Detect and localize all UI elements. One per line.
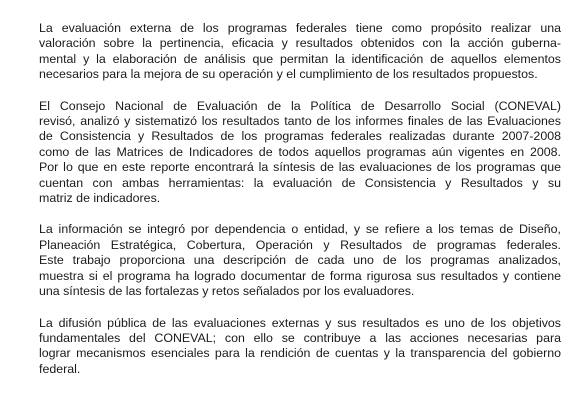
text-line: Planeación Estratégica, Cobertura, Operación y Resultados de programas federales. bbox=[39, 237, 561, 252]
paragraph-dissemination bbox=[39, 316, 561, 378]
text-line: El Consejo Nacional de Evaluación de la Política de Desarrollo Social (CONEVAL) bbox=[39, 98, 561, 113]
text-line: Por lo que en este reporte encontrará la síntesis de las evaluaciones de los programas que bbox=[39, 160, 561, 175]
text-line: como de las Matrices de Indicadores de todos aquellos programas aún vigentes en 2008. bbox=[39, 144, 561, 159]
text-line: Este trabajo proporciona una descripción de cada uno de los programas analizados, bbox=[39, 253, 561, 268]
text-line: federal. bbox=[39, 361, 81, 376]
text-line: necesarios para la mejora de su operación y el cumplimiento de los resultados propuestos. bbox=[39, 67, 538, 82]
text-line: mental y la elaboración de análisis que permitan la identificación de aquellos elementos bbox=[39, 51, 561, 66]
text-line: matriz de indicadores. bbox=[39, 191, 161, 206]
text-line: fundamentales del CONEVAL; con ello se contribuye a las acciones necesarias para bbox=[39, 330, 561, 345]
text-line: La información se integró por dependencia o entidad, y se refiere a los temas de Diseño, bbox=[39, 222, 561, 237]
text-line: La evaluación externa de los programas federales tiene como propósito realizar una bbox=[39, 21, 561, 35]
text-line: valoración sobre la pertinencia, eficacia y resultados obtenidos con la acción guberna- bbox=[39, 36, 561, 51]
paragraph-coneval bbox=[39, 99, 561, 207]
document-body bbox=[39, 21, 561, 377]
paragraph-information bbox=[39, 222, 561, 299]
text-line: cuentan con ambas herramientas: la evaluación de Consistencia y Resultados y su bbox=[39, 175, 561, 190]
text-line: La difusión pública de las evaluaciones externas y sus resultados es uno de los objetivos bbox=[39, 315, 561, 330]
text-line: lograr mecanismos esenciales para la rendición de cuentas y la transparencia del gobierno bbox=[39, 346, 561, 361]
text-line: muestra si el programa ha logrado documentar de forma rigurosa sus resultados y contiene bbox=[39, 268, 561, 283]
text-line: revisó, analizó y sistematizó los resultados tanto de los informes finales de las Evaluaciones bbox=[39, 114, 561, 129]
paragraph-purpose bbox=[39, 21, 561, 83]
text-line: una síntesis de las fortalezas y retos señalados por los evaluadores. bbox=[39, 284, 415, 299]
text-line: de Consistencia y Resultados de los programas federales realizadas durante 2007-2008 bbox=[39, 129, 561, 144]
